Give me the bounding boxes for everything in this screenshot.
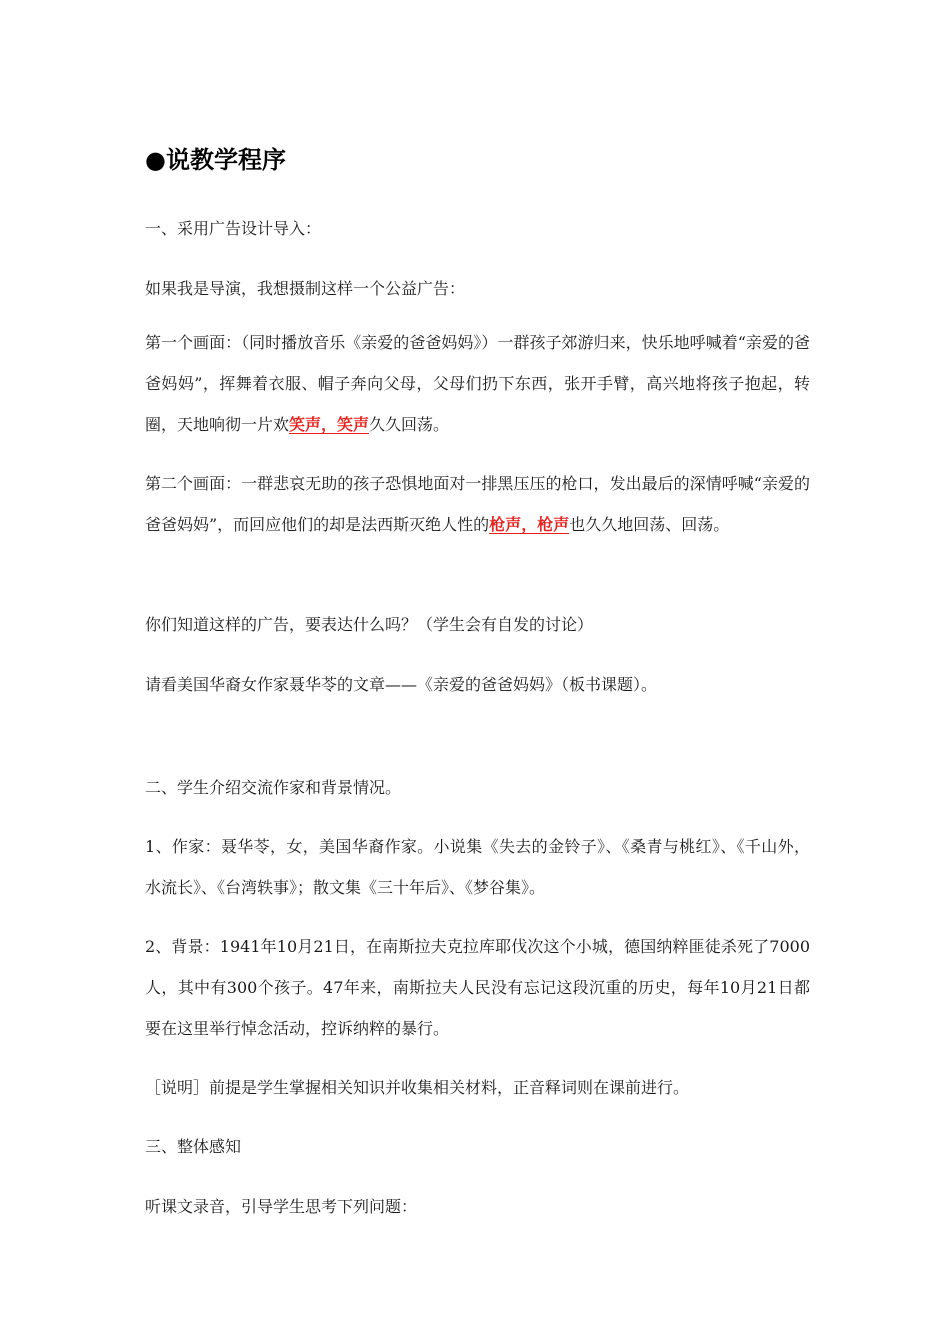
- section3-title: 三、整体感知: [145, 1137, 242, 1156]
- scene2-paragraph: [145, 463, 810, 545]
- section1-intro: 如果我是导演，我想摄制这样一个公益广告：: [145, 279, 466, 298]
- section1-title: 一、采用广告设计导入：: [145, 219, 322, 238]
- scene2-text: 第二个画面：一群悲哀无助的孩子恐惧地面对一排黑压压的枪口，发出最后的深情呼喊“亲爱的爸爸妈妈”，而回应他们的却是法西斯灭绝人性的: [145, 474, 810, 534]
- scene2-highlight: 枪声，枪声: [489, 515, 570, 534]
- background-paragraph: 2、背景：1941年10月21日，在南斯拉夫克拉库耶伐次这个小城，德国纳粹匪徒杀死了7000人，其中有300个孩子。47年来，南斯拉夫人民没有忘记这段沉重的历史，每年10月21日都要在这里举行悼念活动，控诉纳粹的暴行。: [145, 937, 810, 1038]
- scene2-tail: 也久久地回荡、回荡。: [569, 515, 730, 534]
- lead-line: 请看美国华裔女作家聂华苓的文章——《亲爱的爸爸妈妈》（板书课题）。: [145, 675, 658, 694]
- scene1-paragraph: [145, 322, 810, 445]
- page-heading: ●说教学程序: [145, 146, 286, 174]
- question-line: 你们知道这样的广告，要表达什么吗？（学生会有自发的讨论）: [145, 615, 594, 634]
- section2-title: 二、学生介绍交流作家和背景情况。: [145, 778, 402, 797]
- scene1-tail: 久久回荡。: [369, 415, 450, 434]
- author-paragraph: 1、作家：聂华苓，女，美国华裔作家。小说集《失去的金铃子》、《桑青与桃红》、《千山外，水流长》、《台湾轶事》；散文集《三十年后》、《梦谷集》。: [145, 837, 810, 897]
- scene1-text: 第一个画面：（同时播放音乐《亲爱的爸爸妈妈》）一群孩子郊游归来，快乐地呼喊着“亲爱的爸爸妈妈”，挥舞着衣服、帽子奔向父母，父母们扔下东西，张开手臂，高兴地将孩子抱起，转圈，天地响彻一片欢: [145, 333, 810, 434]
- listen-line: 听课文录音，引导学生思考下列问题：: [145, 1197, 418, 1216]
- note-line: ［说明］前提是学生掌握相关知识并收集相关材料，正音释词则在课前进行。: [145, 1078, 690, 1097]
- scene1-highlight: 笑声，笑声: [289, 415, 370, 434]
